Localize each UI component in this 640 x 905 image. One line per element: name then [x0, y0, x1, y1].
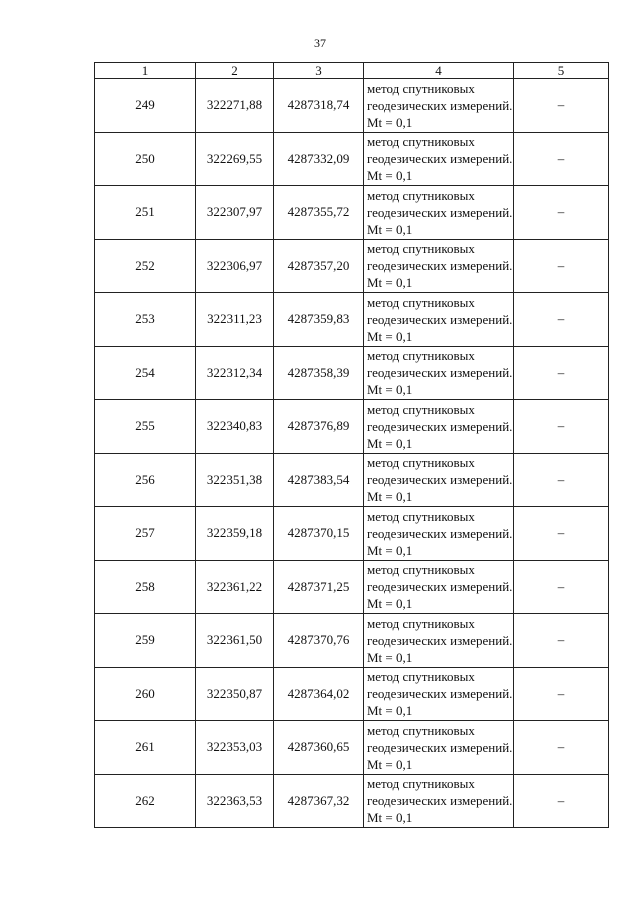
- method-cell: метод спутниковых геодезических измерений. Mt = 0,1: [364, 79, 514, 133]
- x-coordinate-cell: 322350,87: [196, 667, 274, 721]
- x-coordinate-cell: 322363,53: [196, 774, 274, 828]
- y-coordinate-cell: 4287355,72: [274, 186, 364, 240]
- table-row: [95, 721, 609, 775]
- coordinates-table: [94, 62, 609, 828]
- note-cell: –: [514, 453, 609, 507]
- column-header-1: 1: [95, 63, 196, 79]
- table-row: [95, 132, 609, 186]
- method-cell: метод спутниковых геодезических измерений. Mt = 0,1: [364, 667, 514, 721]
- point-number-cell: 249: [95, 79, 196, 133]
- table-row: [95, 186, 609, 240]
- point-number-cell: 254: [95, 346, 196, 400]
- point-number-cell: 259: [95, 614, 196, 668]
- method-cell: метод спутниковых геодезических измерений. Mt = 0,1: [364, 132, 514, 186]
- point-number-cell: 257: [95, 507, 196, 561]
- note-cell: –: [514, 186, 609, 240]
- point-number-cell: 252: [95, 239, 196, 293]
- y-coordinate-cell: 4287370,76: [274, 614, 364, 668]
- table-row: [95, 400, 609, 454]
- x-coordinate-cell: 322311,23: [196, 293, 274, 347]
- point-number-cell: 251: [95, 186, 196, 240]
- method-cell: метод спутниковых геодезических измерений. Mt = 0,1: [364, 721, 514, 775]
- table-row: [95, 79, 609, 133]
- note-cell: –: [514, 239, 609, 293]
- x-coordinate-cell: 322269,55: [196, 132, 274, 186]
- table-row: [95, 667, 609, 721]
- column-header-4: 4: [364, 63, 514, 79]
- column-header-3: 3: [274, 63, 364, 79]
- column-header-2: 2: [196, 63, 274, 79]
- point-number-cell: 253: [95, 293, 196, 347]
- table-row: [95, 560, 609, 614]
- x-coordinate-cell: 322353,03: [196, 721, 274, 775]
- method-cell: метод спутниковых геодезических измерений. Mt = 0,1: [364, 186, 514, 240]
- y-coordinate-cell: 4287357,20: [274, 239, 364, 293]
- table-row: [95, 346, 609, 400]
- y-coordinate-cell: 4287358,39: [274, 346, 364, 400]
- method-cell: метод спутниковых геодезических измерений. Mt = 0,1: [364, 560, 514, 614]
- point-number-cell: 255: [95, 400, 196, 454]
- table-row: [95, 239, 609, 293]
- y-coordinate-cell: 4287332,09: [274, 132, 364, 186]
- y-coordinate-cell: 4287371,25: [274, 560, 364, 614]
- method-cell: метод спутниковых геодезических измерений. Mt = 0,1: [364, 400, 514, 454]
- y-coordinate-cell: 4287367,32: [274, 774, 364, 828]
- y-coordinate-cell: 4287376,89: [274, 400, 364, 454]
- x-coordinate-cell: 322306,97: [196, 239, 274, 293]
- note-cell: –: [514, 79, 609, 133]
- y-coordinate-cell: 4287370,15: [274, 507, 364, 561]
- note-cell: –: [514, 667, 609, 721]
- table-row: [95, 293, 609, 347]
- y-coordinate-cell: 4287318,74: [274, 79, 364, 133]
- method-cell: метод спутниковых геодезических измерений. Mt = 0,1: [364, 614, 514, 668]
- table-header-row: [95, 63, 609, 79]
- note-cell: –: [514, 774, 609, 828]
- x-coordinate-cell: 322361,22: [196, 560, 274, 614]
- table-row: [95, 507, 609, 561]
- point-number-cell: 250: [95, 132, 196, 186]
- note-cell: –: [514, 721, 609, 775]
- note-cell: –: [514, 614, 609, 668]
- method-cell: метод спутниковых геодезических измерений. Mt = 0,1: [364, 774, 514, 828]
- y-coordinate-cell: 4287364,02: [274, 667, 364, 721]
- page-number: 37: [314, 36, 326, 50]
- note-cell: –: [514, 293, 609, 347]
- y-coordinate-cell: 4287383,54: [274, 453, 364, 507]
- point-number-cell: 261: [95, 721, 196, 775]
- point-number-cell: 256: [95, 453, 196, 507]
- method-cell: метод спутниковых геодезических измерений. Mt = 0,1: [364, 239, 514, 293]
- table-body: [95, 79, 609, 828]
- x-coordinate-cell: 322361,50: [196, 614, 274, 668]
- note-cell: –: [514, 132, 609, 186]
- method-cell: метод спутниковых геодезических измерений. Mt = 0,1: [364, 346, 514, 400]
- table-row: [95, 774, 609, 828]
- x-coordinate-cell: 322340,83: [196, 400, 274, 454]
- x-coordinate-cell: 322271,88: [196, 79, 274, 133]
- method-cell: метод спутниковых геодезических измерений. Mt = 0,1: [364, 507, 514, 561]
- note-cell: –: [514, 507, 609, 561]
- x-coordinate-cell: 322307,97: [196, 186, 274, 240]
- note-cell: –: [514, 346, 609, 400]
- point-number-cell: 258: [95, 560, 196, 614]
- y-coordinate-cell: 4287359,83: [274, 293, 364, 347]
- point-number-cell: 260: [95, 667, 196, 721]
- method-cell: метод спутниковых геодезических измерений. Mt = 0,1: [364, 453, 514, 507]
- x-coordinate-cell: 322351,38: [196, 453, 274, 507]
- y-coordinate-cell: 4287360,65: [274, 721, 364, 775]
- note-cell: –: [514, 400, 609, 454]
- table-row: [95, 614, 609, 668]
- point-number-cell: 262: [95, 774, 196, 828]
- note-cell: –: [514, 560, 609, 614]
- x-coordinate-cell: 322359,18: [196, 507, 274, 561]
- method-cell: метод спутниковых геодезических измерений. Mt = 0,1: [364, 293, 514, 347]
- column-header-5: 5: [514, 63, 609, 79]
- table-row: [95, 453, 609, 507]
- x-coordinate-cell: 322312,34: [196, 346, 274, 400]
